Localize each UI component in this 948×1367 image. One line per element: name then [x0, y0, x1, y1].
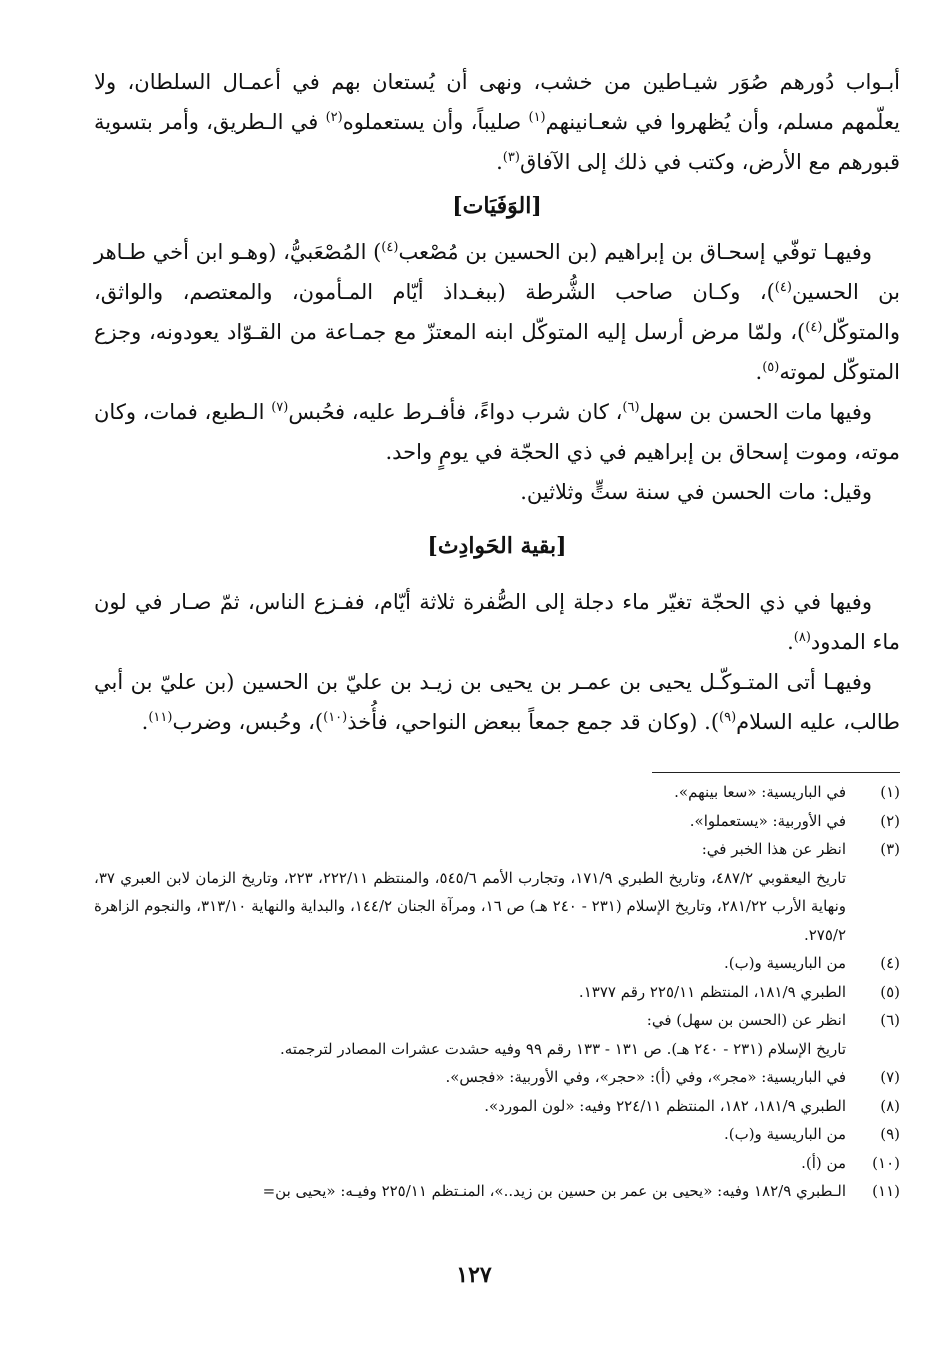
footnote-number: (٦) — [880, 1011, 900, 1029]
text-run: . — [496, 150, 503, 174]
footnote-10 — [94, 1149, 900, 1178]
footnote-text: الطبري ١٨١/٩، المنتظم ٢٢٥/١١ رقم ١٣٧٧. — [578, 982, 846, 1001]
footnotes — [94, 778, 900, 1206]
footnote-text: من الباريسية و(ب). — [723, 954, 846, 972]
footnote-ref-2[interactable]: (٢) — [325, 110, 343, 125]
section-heading-wafayat: [الوَفَيَات] — [452, 193, 542, 219]
spacer — [94, 512, 900, 522]
footnote-ref-7[interactable]: (٧) — [271, 400, 289, 415]
footnote-6 — [94, 1006, 900, 1035]
footnote-ref-11[interactable]: (١١) — [148, 710, 173, 725]
text-run: )، وحُبس، وضرب — [172, 710, 324, 734]
paragraph-2 — [94, 232, 900, 392]
footnote-text: من (أ). — [801, 1153, 846, 1172]
text-run: ) المُصْعَبيُّ، (وهـو ابن أخي طـاهر بن الحسين — [94, 240, 900, 304]
footnote-5 — [94, 978, 900, 1007]
footnote-2 — [94, 807, 900, 836]
text-run: وفيهـا أتى المتـوكّـل يحيى بن عمـر بن يحيى بن زيـد بن عليّ بن الحسين (بن عليّ بن أبي طالب، عليه السلام — [94, 670, 900, 734]
footnote-ref-8[interactable]: (٨) — [793, 630, 811, 645]
text-run: )، ولمّا مرض أرسل إليه المتوكّل ابنه المعتزّ مع جمـاعة من القـوّاد يعودونه، وجزع المتوكّل لموته — [94, 320, 900, 384]
footnote-text: في الباريسية: «سعا بينهم». — [674, 783, 846, 801]
footnote-6-sources: تاريخ الإسلام (٢٣١ - ٢٤٠ هـ). ص ١٣١ - ١٣٣ رقم ٩٩ وفيه حشدت عشرات المصادر لترجمته. — [279, 1039, 846, 1058]
main-text — [94, 62, 900, 742]
footnote-text: في الأوربية: «يستعملوا». — [689, 811, 846, 830]
footnote-number: (١٠) — [872, 1153, 900, 1172]
footnote-number: (٨) — [880, 1096, 900, 1115]
footnote-ref-4[interactable]: (٤) — [805, 320, 823, 335]
text-run: . — [787, 630, 794, 654]
section-heading-hawadith: [بقية الحَوادِث] — [427, 533, 567, 559]
footnote-ref-9[interactable]: (٩) — [719, 710, 737, 725]
text-run: أبـواب دُورهم صُوَر شيـاطين من خشب، ونهى أن يُستعان بهم في أعمـال السلطان، ولا يعلّمهم مسلم، وأن يُظهروا في شعـانينهم — [94, 70, 900, 134]
text-run: . — [755, 360, 763, 384]
footnote-text: من الباريسية و(ب). — [723, 1125, 846, 1143]
text-run: )، وكـان صاحب الشُّرطة (ببغـداذ أيّام المـأمون، والمعتصم، والواثق، والمتوكّل — [94, 280, 900, 344]
text-run: وفيها مات الحسن بن سهل — [639, 400, 873, 424]
footnote-7 — [94, 1063, 900, 1092]
paragraph-3 — [94, 392, 900, 472]
footnote-1 — [94, 778, 900, 807]
footnote-text: الـطبري ١٨٢/٩ وفيه: «يحيى بن عمر بن حسين بن زيد..»، المنـتظم ٢٢٥/١١ وفيـه: «يحيى بن= — [262, 1182, 846, 1200]
paragraph-4: وقيل: مات الحسن في سنة ستٍّ وثلاثين. — [520, 480, 872, 504]
paragraph-1 — [94, 62, 900, 182]
footnote-3-sources: تاريخ اليعقوبي ٤٨٧/٢، وتاريخ الطبري ١٧١/٩، وتجارب الأمم ٥٤٥/٦، والمنتظم ٢٢٢/١١، ٢٢٣، وتاريخ الزمان لابن العبري ٣٧، ونهاية الأرب ٢٨١/٢٢، وتاريخ الإسلام (٢٣١ - ٢٤٠ هـ) ص ١٦، ومرآة الجنان ١٤٤/٢، والبداية والنهاية ٣١٣/١٠، والنجوم الزاهرة ٢٧٥/٢. — [94, 868, 847, 944]
footnote-8 — [94, 1092, 900, 1121]
text-run: في الـطريق، وأمر بتسوية قبورهم مع الأرض، وكتب في ذلك إلى الآفاق — [94, 110, 900, 174]
text-run: ، كان شرب دواءً، فأفـرط عليه، فحُبس — [288, 400, 623, 424]
footnote-ref-4[interactable]: (٤) — [774, 280, 792, 295]
footnote-ref-3[interactable]: (٣) — [502, 150, 520, 165]
footnote-text: الطبري ١٨١/٩، ١٨٢، المنتظم ٢٢٤/١١ وفيه: «لون المورد». — [484, 1096, 846, 1115]
footnote-number: (١) — [880, 783, 900, 801]
footnote-ref-4[interactable]: (٤) — [381, 240, 399, 255]
spacer — [94, 572, 900, 582]
text-run: . — [141, 710, 149, 734]
footnote-ref-1[interactable]: (١) — [528, 110, 546, 125]
footnote-11 — [94, 1177, 900, 1206]
footnote-number: (٢) — [880, 811, 900, 830]
footnote-text: في الباريسية: «مجر»، وفي (أ): «حجر»، وفي الأوربية: «فجس». — [445, 1068, 846, 1086]
footnote-3 — [94, 835, 900, 864]
footnote-ref-6[interactable]: (٦) — [622, 400, 640, 415]
footnote-number: (٤) — [880, 954, 900, 972]
footnote-number: (٧) — [880, 1068, 900, 1086]
footnote-number: (٣) — [880, 840, 900, 858]
footnote-text: انظر عن (الحسن بن سهل) في: — [646, 1011, 846, 1029]
paragraph-6 — [94, 662, 900, 742]
footnote-text: انظر عن هذا الخبر في: — [701, 840, 846, 858]
footnote-divider — [652, 772, 900, 773]
footnote-number: (١١) — [872, 1182, 900, 1200]
text-run: ). (وكان قد جمع جمعاً ببعض النواحي، فأُخذ — [347, 710, 720, 734]
text-run: وفيهـا توفّي إسحـاق بن إبراهيم (بن الحسين بن مُصْعب — [398, 240, 872, 264]
page-number: ١٢٧ — [456, 1262, 492, 1288]
footnote-ref-5[interactable]: (٥) — [762, 360, 780, 375]
text-run: صليباً، وأن يستعملوه — [342, 110, 529, 134]
footnote-number: (٩) — [880, 1125, 900, 1143]
text-run: وفيها في ذي الحجّة تغيّر ماء دجلة إلى الصُّفرة ثلاثة أيّام، ففـزع الناس، ثمّ صـار في لون ماء المدود — [94, 590, 900, 654]
footnote-9 — [94, 1120, 900, 1149]
footnote-4 — [94, 949, 900, 978]
paragraph-5 — [94, 582, 900, 662]
text-run: الـطبع، فمات، وكان موته، وموت إسحاق بن إبراهيم في ذي الحجّة في يومٍ واحد. — [94, 400, 900, 464]
footnote-ref-10[interactable]: (١٠) — [323, 710, 348, 725]
footnote-number: (٥) — [880, 982, 900, 1001]
